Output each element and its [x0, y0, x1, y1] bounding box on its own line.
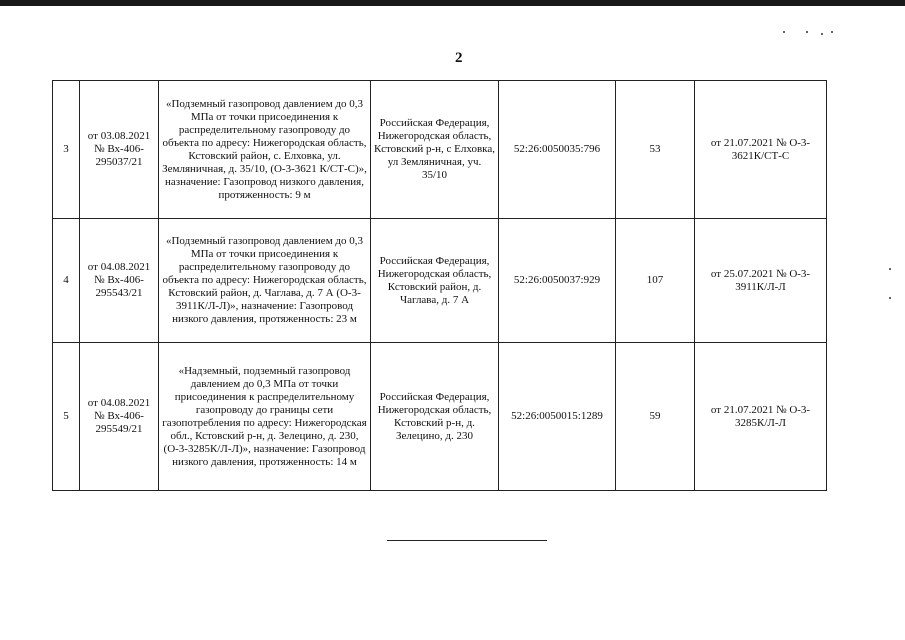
scan-speck [821, 33, 823, 35]
objects-table [52, 80, 827, 491]
scan-speck [889, 268, 891, 270]
scan-speck [806, 31, 808, 33]
cadastral-number-cell: 52:26:0050015:1289 [499, 343, 616, 491]
location-cell: Российская Федерация, Нижегородская область, Кстовский район, д. Чаглава, д. 7 А [371, 219, 499, 343]
row-number-cell: 3 [53, 81, 80, 219]
scan-speck [783, 31, 785, 33]
scan-top-border [0, 0, 905, 6]
scan-speck [831, 31, 833, 33]
contract-cell: от 21.07.2021 № О-3-3285К/Л-Л [695, 343, 827, 491]
location-cell: Российская Федерация, Нижегородская область, Кстовский р-н, д. Зелецино, д. 230 [371, 343, 499, 491]
contract-cell: от 25.07.2021 № О-3-3911К/Л-Л [695, 219, 827, 343]
area-cell: 107 [616, 219, 695, 343]
row-number-cell: 4 [53, 219, 80, 343]
request-cell: от 04.08.2021 № Вх-406-295549/21 [80, 343, 159, 491]
scan-speck [889, 297, 891, 299]
object-description-cell: «Надземный, подземный газопровод давлением до 0,3 МПа от точки присоединения к распределительному газопроводу до границы сети газопотребления по адресу: Нижегородская обл., Кстовский р-н, д. Зелецино, д. 230, (О-3-3285К/Л-Л)», назначение: Газопровод низкого давления, протяженность: 14 м [159, 343, 371, 491]
closing-rule [387, 540, 547, 541]
cadastral-number-cell: 52:26:0050037:929 [499, 219, 616, 343]
table-row [53, 219, 827, 343]
cadastral-number-cell: 52:26:0050035:796 [499, 81, 616, 219]
contract-cell: от 21.07.2021 № О-3-3621К/СТ-С [695, 81, 827, 219]
row-number-cell: 5 [53, 343, 80, 491]
request-cell: от 03.08.2021 № Вх-406-295037/21 [80, 81, 159, 219]
table-row [53, 343, 827, 491]
location-cell: Российская Федерация, Нижегородская область, Кстовский р-н, с Елховка, ул Земляничная, уч. 35/10 [371, 81, 499, 219]
object-description-cell: «Подземный газопровод давлением до 0,3 МПа от точки присоединения к распределительному газопроводу до объекта по адресу: Нижегородская область, Кстовский район, д. Чаглава, д. 7 А (О-3-3911К/Л-Л)», назначение: Газопровод низкого давления, протяженность: 23 м [159, 219, 371, 343]
table-row [53, 81, 827, 219]
area-cell: 59 [616, 343, 695, 491]
object-description-cell: «Подземный газопровод давлением до 0,3 МПа от точки присоединения к распределительному газопроводу до объекта по адресу: Нижегородская область, Кстовский район, с. Елховка, ул. Земляничная, д. 35/10, (О-3-3621 К/СТ-С)», назначение: Газопровод низкого давления, протяженность: 9 м [159, 81, 371, 219]
request-cell: от 04.08.2021 № Вх-406-295543/21 [80, 219, 159, 343]
page-number: 2 [455, 50, 463, 66]
area-cell: 53 [616, 81, 695, 219]
